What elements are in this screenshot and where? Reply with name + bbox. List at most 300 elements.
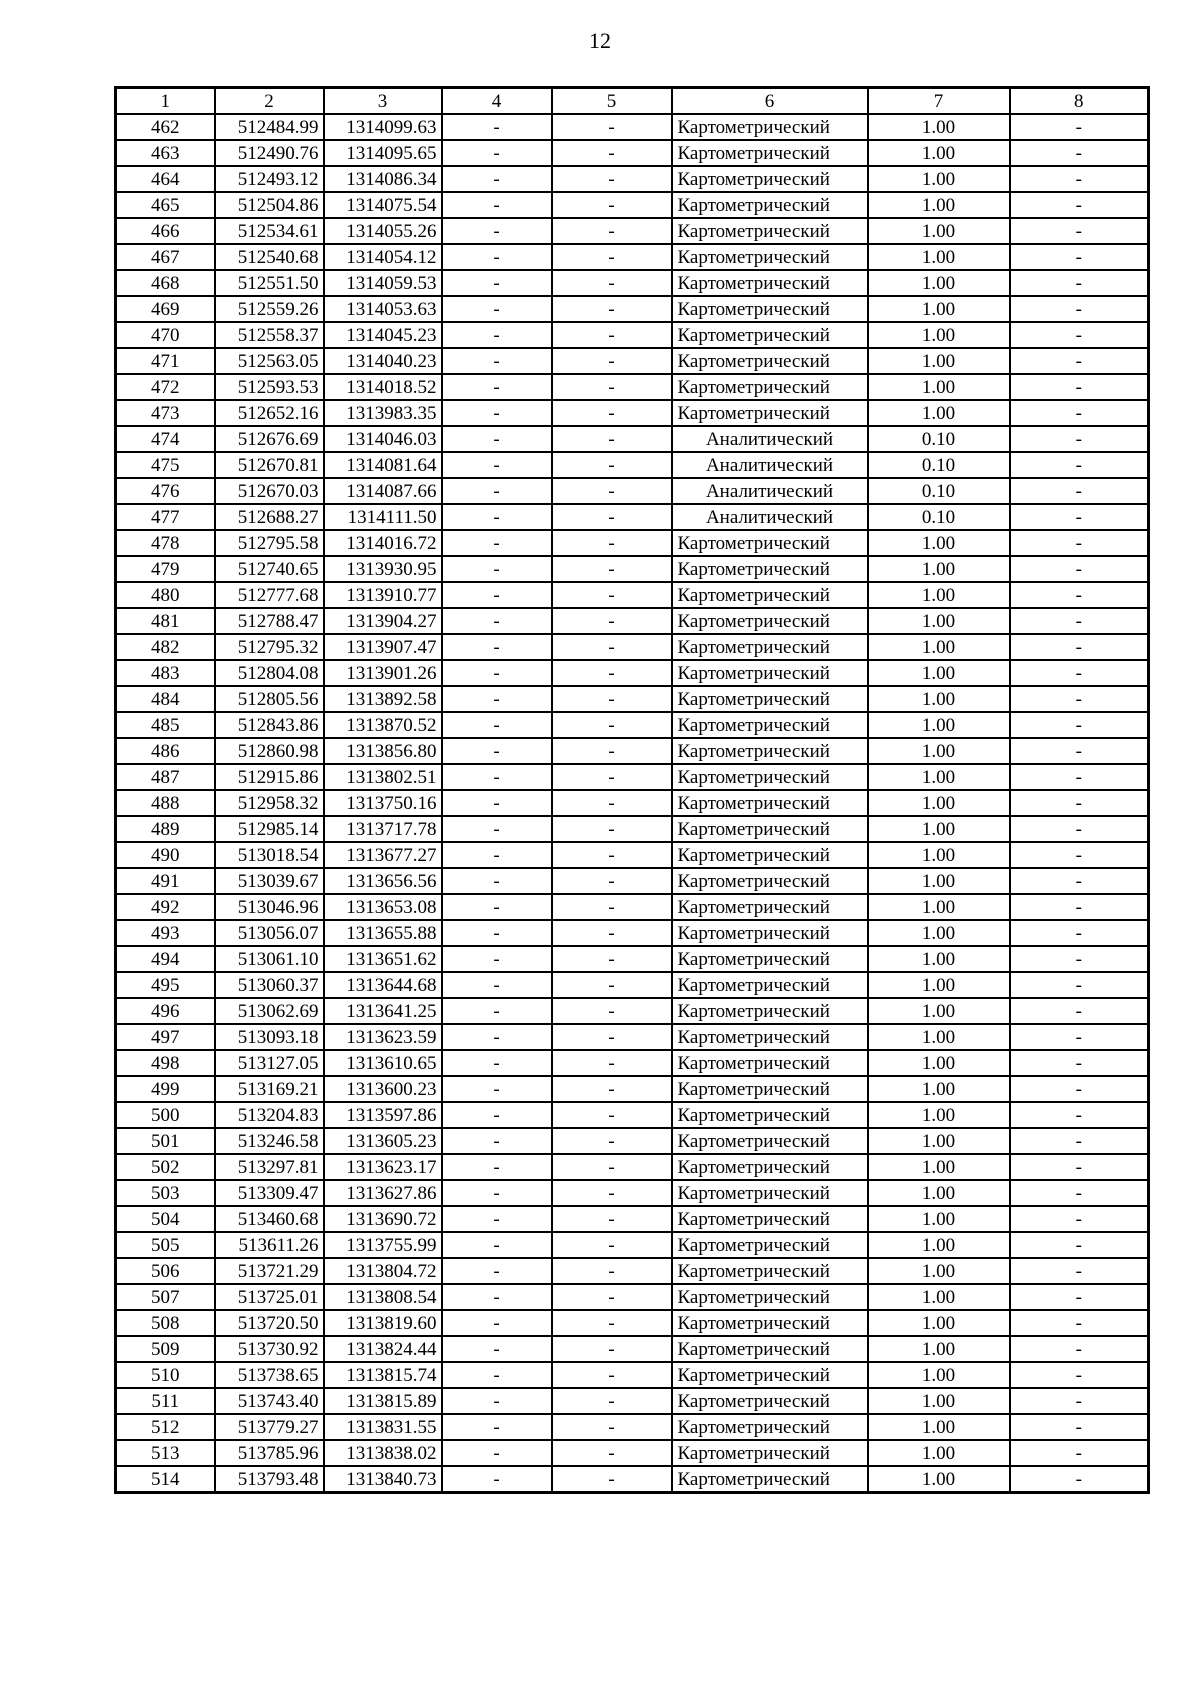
column-4-cell: -: [442, 1024, 552, 1050]
accuracy-cell: 1.00: [868, 1128, 1010, 1154]
accuracy-cell: 1.00: [868, 608, 1010, 634]
column-8-cell: -: [1010, 738, 1149, 764]
accuracy-cell: 1.00: [868, 400, 1010, 426]
method-cell: Картометрический: [672, 1310, 868, 1336]
table-row: [116, 894, 1149, 920]
point-number-cell: 462: [116, 114, 215, 140]
accuracy-cell: 1.00: [868, 1336, 1010, 1362]
method-cell: Картометрический: [672, 114, 868, 140]
point-number-cell: 485: [116, 712, 215, 738]
x-coordinate-cell: 512676.69: [215, 426, 324, 452]
column-header-2: 2: [215, 88, 324, 115]
y-coordinate-cell: 1314046.03: [324, 426, 442, 452]
column-4-cell: -: [442, 972, 552, 998]
column-5-cell: -: [552, 790, 672, 816]
table-row: [116, 1154, 1149, 1180]
point-number-cell: 474: [116, 426, 215, 452]
x-coordinate-cell: 513309.47: [215, 1180, 324, 1206]
column-4-cell: -: [442, 140, 552, 166]
method-cell: Картометрический: [672, 1180, 868, 1206]
method-cell: Картометрический: [672, 816, 868, 842]
column-4-cell: -: [442, 1362, 552, 1388]
column-header-8: 8: [1010, 88, 1149, 115]
y-coordinate-cell: 1314075.54: [324, 192, 442, 218]
table-row: [116, 192, 1149, 218]
y-coordinate-cell: 1313808.54: [324, 1284, 442, 1310]
point-number-cell: 486: [116, 738, 215, 764]
column-5-cell: -: [552, 1050, 672, 1076]
column-header-7: 7: [868, 88, 1010, 115]
table-row: [116, 114, 1149, 140]
column-5-cell: -: [552, 1180, 672, 1206]
column-8-cell: -: [1010, 556, 1149, 582]
column-5-cell: -: [552, 764, 672, 790]
column-8-cell: -: [1010, 452, 1149, 478]
point-number-cell: 498: [116, 1050, 215, 1076]
column-4-cell: -: [442, 218, 552, 244]
column-4-cell: -: [442, 608, 552, 634]
method-cell: Картометрический: [672, 1284, 868, 1310]
column-5-cell: -: [552, 1284, 672, 1310]
column-5-cell: -: [552, 1440, 672, 1466]
accuracy-cell: 1.00: [868, 894, 1010, 920]
column-4-cell: -: [442, 1310, 552, 1336]
accuracy-cell: 1.00: [868, 1466, 1010, 1493]
method-cell: Картометрический: [672, 1206, 868, 1232]
table-row: [116, 1024, 1149, 1050]
accuracy-cell: 1.00: [868, 114, 1010, 140]
column-5-cell: -: [552, 1336, 672, 1362]
method-cell: Картометрический: [672, 1440, 868, 1466]
column-8-cell: -: [1010, 504, 1149, 530]
method-cell: Картометрический: [672, 1362, 868, 1388]
method-cell: Аналитический: [672, 426, 868, 452]
y-coordinate-cell: 1313641.25: [324, 998, 442, 1024]
table-row: [116, 1258, 1149, 1284]
point-number-cell: 469: [116, 296, 215, 322]
page-number: 12: [589, 28, 611, 53]
point-number-cell: 484: [116, 686, 215, 712]
y-coordinate-cell: 1314018.52: [324, 374, 442, 400]
column-header-6: 6: [672, 88, 868, 115]
y-coordinate-cell: 1313907.47: [324, 634, 442, 660]
x-coordinate-cell: 513093.18: [215, 1024, 324, 1050]
y-coordinate-cell: 1313644.68: [324, 972, 442, 998]
accuracy-cell: 1.00: [868, 660, 1010, 686]
y-coordinate-cell: 1314087.66: [324, 478, 442, 504]
method-cell: Картометрический: [672, 374, 868, 400]
y-coordinate-cell: 1313930.95: [324, 556, 442, 582]
x-coordinate-cell: 512740.65: [215, 556, 324, 582]
column-8-cell: -: [1010, 1180, 1149, 1206]
table-row: [116, 1128, 1149, 1154]
accuracy-cell: 1.00: [868, 998, 1010, 1024]
column-8-cell: -: [1010, 348, 1149, 374]
y-coordinate-cell: 1314045.23: [324, 322, 442, 348]
table-row: [116, 660, 1149, 686]
y-coordinate-cell: 1313623.17: [324, 1154, 442, 1180]
column-4-cell: -: [442, 504, 552, 530]
x-coordinate-cell: 513785.96: [215, 1440, 324, 1466]
y-coordinate-cell: 1313804.72: [324, 1258, 442, 1284]
column-5-cell: -: [552, 972, 672, 998]
column-4-cell: -: [442, 920, 552, 946]
column-4-cell: -: [442, 348, 552, 374]
column-5-cell: -: [552, 374, 672, 400]
point-number-cell: 481: [116, 608, 215, 634]
header-row: [116, 88, 1149, 115]
column-4-cell: -: [442, 270, 552, 296]
point-number-cell: 503: [116, 1180, 215, 1206]
x-coordinate-cell: 513127.05: [215, 1050, 324, 1076]
x-coordinate-cell: 512534.61: [215, 218, 324, 244]
table-row: [116, 322, 1149, 348]
column-5-cell: -: [552, 322, 672, 348]
point-number-cell: 494: [116, 946, 215, 972]
table-row: [116, 270, 1149, 296]
accuracy-cell: 1.00: [868, 1102, 1010, 1128]
column-5-cell: -: [552, 712, 672, 738]
accuracy-cell: 1.00: [868, 556, 1010, 582]
column-4-cell: -: [442, 1180, 552, 1206]
column-4-cell: -: [442, 1050, 552, 1076]
table-row: [116, 1466, 1149, 1493]
point-number-cell: 506: [116, 1258, 215, 1284]
x-coordinate-cell: 513730.92: [215, 1336, 324, 1362]
x-coordinate-cell: 513018.54: [215, 842, 324, 868]
column-5-cell: -: [552, 894, 672, 920]
column-4-cell: -: [442, 114, 552, 140]
table-row: [116, 1076, 1149, 1102]
table-row: [116, 842, 1149, 868]
accuracy-cell: 1.00: [868, 816, 1010, 842]
column-5-cell: -: [552, 998, 672, 1024]
column-5-cell: -: [552, 816, 672, 842]
column-4-cell: -: [442, 790, 552, 816]
accuracy-cell: 1.00: [868, 1414, 1010, 1440]
method-cell: Картометрический: [672, 322, 868, 348]
column-4-cell: -: [442, 1128, 552, 1154]
accuracy-cell: 1.00: [868, 322, 1010, 348]
table-row: [116, 998, 1149, 1024]
x-coordinate-cell: 512804.08: [215, 660, 324, 686]
y-coordinate-cell: 1313819.60: [324, 1310, 442, 1336]
method-cell: Картометрический: [672, 1102, 868, 1128]
point-number-cell: 505: [116, 1232, 215, 1258]
column-8-cell: -: [1010, 1440, 1149, 1466]
point-number-cell: 466: [116, 218, 215, 244]
table-row: [116, 634, 1149, 660]
accuracy-cell: 1.00: [868, 270, 1010, 296]
point-number-cell: 483: [116, 660, 215, 686]
point-number-cell: 473: [116, 400, 215, 426]
column-5-cell: -: [552, 868, 672, 894]
column-5-cell: -: [552, 842, 672, 868]
column-5-cell: -: [552, 1102, 672, 1128]
point-number-cell: 492: [116, 894, 215, 920]
y-coordinate-cell: 1313831.55: [324, 1414, 442, 1440]
method-cell: Картометрический: [672, 842, 868, 868]
x-coordinate-cell: 513779.27: [215, 1414, 324, 1440]
point-number-cell: 491: [116, 868, 215, 894]
column-5-cell: -: [552, 686, 672, 712]
accuracy-cell: 1.00: [868, 140, 1010, 166]
method-cell: Картометрический: [672, 556, 868, 582]
column-8-cell: -: [1010, 296, 1149, 322]
x-coordinate-cell: 513738.65: [215, 1362, 324, 1388]
x-coordinate-cell: 512915.86: [215, 764, 324, 790]
y-coordinate-cell: 1313750.16: [324, 790, 442, 816]
column-4-cell: -: [442, 1466, 552, 1493]
column-4-cell: -: [442, 1102, 552, 1128]
point-number-cell: 476: [116, 478, 215, 504]
column-4-cell: -: [442, 894, 552, 920]
column-5-cell: -: [552, 660, 672, 686]
method-cell: Картометрический: [672, 1258, 868, 1284]
y-coordinate-cell: 1313910.77: [324, 582, 442, 608]
point-number-cell: 502: [116, 1154, 215, 1180]
column-4-cell: -: [442, 426, 552, 452]
method-cell: Картометрический: [672, 686, 868, 712]
x-coordinate-cell: 512504.86: [215, 192, 324, 218]
column-5-cell: -: [552, 504, 672, 530]
accuracy-cell: 1.00: [868, 634, 1010, 660]
accuracy-cell: 1.00: [868, 582, 1010, 608]
y-coordinate-cell: 1313717.78: [324, 816, 442, 842]
point-number-cell: 478: [116, 530, 215, 556]
accuracy-cell: 1.00: [868, 1258, 1010, 1284]
column-8-cell: -: [1010, 790, 1149, 816]
x-coordinate-cell: 512490.76: [215, 140, 324, 166]
point-number-cell: 465: [116, 192, 215, 218]
accuracy-cell: 1.00: [868, 920, 1010, 946]
x-coordinate-cell: 513039.67: [215, 868, 324, 894]
accuracy-cell: 1.00: [868, 374, 1010, 400]
table-row: [116, 1440, 1149, 1466]
accuracy-cell: 1.00: [868, 530, 1010, 556]
y-coordinate-cell: 1314055.26: [324, 218, 442, 244]
column-4-cell: -: [442, 1388, 552, 1414]
table-row: [116, 608, 1149, 634]
column-5-cell: -: [552, 244, 672, 270]
y-coordinate-cell: 1313856.80: [324, 738, 442, 764]
table-row: [116, 140, 1149, 166]
x-coordinate-cell: 512985.14: [215, 816, 324, 842]
column-4-cell: -: [442, 556, 552, 582]
column-4-cell: -: [442, 374, 552, 400]
column-4-cell: -: [442, 582, 552, 608]
table-row: [116, 296, 1149, 322]
x-coordinate-cell: 513460.68: [215, 1206, 324, 1232]
column-5-cell: -: [552, 452, 672, 478]
method-cell: Картометрический: [672, 348, 868, 374]
x-coordinate-cell: 512688.27: [215, 504, 324, 530]
column-4-cell: -: [442, 400, 552, 426]
accuracy-cell: 1.00: [868, 972, 1010, 998]
column-8-cell: -: [1010, 1388, 1149, 1414]
point-number-cell: 489: [116, 816, 215, 842]
x-coordinate-cell: 513611.26: [215, 1232, 324, 1258]
method-cell: Картометрический: [672, 790, 868, 816]
column-8-cell: -: [1010, 1076, 1149, 1102]
y-coordinate-cell: 1313870.52: [324, 712, 442, 738]
column-8-cell: -: [1010, 1128, 1149, 1154]
accuracy-cell: 0.10: [868, 452, 1010, 478]
method-cell: Картометрический: [672, 1466, 868, 1493]
accuracy-cell: 1.00: [868, 192, 1010, 218]
column-header-4: 4: [442, 88, 552, 115]
column-5-cell: -: [552, 530, 672, 556]
table-row: [116, 816, 1149, 842]
accuracy-cell: 1.00: [868, 712, 1010, 738]
accuracy-cell: 1.00: [868, 686, 1010, 712]
method-cell: Картометрический: [672, 400, 868, 426]
column-4-cell: -: [442, 1076, 552, 1102]
y-coordinate-cell: 1314054.12: [324, 244, 442, 270]
x-coordinate-cell: 513046.96: [215, 894, 324, 920]
method-cell: Картометрический: [672, 192, 868, 218]
column-5-cell: -: [552, 1154, 672, 1180]
column-8-cell: -: [1010, 894, 1149, 920]
x-coordinate-cell: 512670.81: [215, 452, 324, 478]
column-5-cell: -: [552, 608, 672, 634]
table-row: [116, 764, 1149, 790]
table-row: [116, 972, 1149, 998]
y-coordinate-cell: 1314040.23: [324, 348, 442, 374]
column-5-cell: -: [552, 1466, 672, 1493]
point-number-cell: 510: [116, 1362, 215, 1388]
column-8-cell: -: [1010, 1466, 1149, 1493]
column-8-cell: -: [1010, 660, 1149, 686]
column-5-cell: -: [552, 478, 672, 504]
y-coordinate-cell: 1313904.27: [324, 608, 442, 634]
accuracy-cell: 1.00: [868, 1180, 1010, 1206]
column-5-cell: -: [552, 556, 672, 582]
column-8-cell: -: [1010, 1258, 1149, 1284]
y-coordinate-cell: 1313824.44: [324, 1336, 442, 1362]
method-cell: Картометрический: [672, 270, 868, 296]
accuracy-cell: 1.00: [868, 1440, 1010, 1466]
x-coordinate-cell: 513060.37: [215, 972, 324, 998]
method-cell: Картометрический: [672, 244, 868, 270]
column-5-cell: -: [552, 296, 672, 322]
y-coordinate-cell: 1314053.63: [324, 296, 442, 322]
column-8-cell: -: [1010, 374, 1149, 400]
column-5-cell: -: [552, 140, 672, 166]
x-coordinate-cell: 513721.29: [215, 1258, 324, 1284]
y-coordinate-cell: 1313901.26: [324, 660, 442, 686]
x-coordinate-cell: 513204.83: [215, 1102, 324, 1128]
y-coordinate-cell: 1313815.74: [324, 1362, 442, 1388]
x-coordinate-cell: 512805.56: [215, 686, 324, 712]
column-4-cell: -: [442, 842, 552, 868]
column-4-cell: -: [442, 946, 552, 972]
column-4-cell: -: [442, 530, 552, 556]
column-8-cell: -: [1010, 1154, 1149, 1180]
column-5-cell: -: [552, 192, 672, 218]
column-4-cell: -: [442, 868, 552, 894]
y-coordinate-cell: 1313815.89: [324, 1388, 442, 1414]
table-row: [116, 1388, 1149, 1414]
column-8-cell: -: [1010, 1284, 1149, 1310]
point-number-cell: 472: [116, 374, 215, 400]
accuracy-cell: 1.00: [868, 1284, 1010, 1310]
point-number-cell: 508: [116, 1310, 215, 1336]
method-cell: Картометрический: [672, 582, 868, 608]
column-5-cell: -: [552, 1076, 672, 1102]
x-coordinate-cell: 512593.53: [215, 374, 324, 400]
table-row: [116, 946, 1149, 972]
point-number-cell: 487: [116, 764, 215, 790]
point-number-cell: 499: [116, 1076, 215, 1102]
method-cell: Картометрический: [672, 894, 868, 920]
column-8-cell: -: [1010, 1336, 1149, 1362]
x-coordinate-cell: 512558.37: [215, 322, 324, 348]
y-coordinate-cell: 1313892.58: [324, 686, 442, 712]
y-coordinate-cell: 1313755.99: [324, 1232, 442, 1258]
method-cell: Картометрический: [672, 1336, 868, 1362]
column-4-cell: -: [442, 764, 552, 790]
column-4-cell: -: [442, 1284, 552, 1310]
column-5-cell: -: [552, 114, 672, 140]
y-coordinate-cell: 1313656.56: [324, 868, 442, 894]
method-cell: Картометрический: [672, 530, 868, 556]
table-row: [116, 790, 1149, 816]
column-8-cell: -: [1010, 686, 1149, 712]
column-5-cell: -: [552, 400, 672, 426]
point-number-cell: 488: [116, 790, 215, 816]
column-8-cell: -: [1010, 1102, 1149, 1128]
table-row: [116, 374, 1149, 400]
column-5-cell: -: [552, 946, 672, 972]
x-coordinate-cell: 512843.86: [215, 712, 324, 738]
column-8-cell: -: [1010, 764, 1149, 790]
point-number-cell: 496: [116, 998, 215, 1024]
accuracy-cell: 1.00: [868, 1076, 1010, 1102]
column-8-cell: -: [1010, 140, 1149, 166]
table-row: [116, 868, 1149, 894]
y-coordinate-cell: 1314081.64: [324, 452, 442, 478]
table-row: [116, 426, 1149, 452]
column-8-cell: -: [1010, 478, 1149, 504]
x-coordinate-cell: 512559.26: [215, 296, 324, 322]
column-4-cell: -: [442, 192, 552, 218]
x-coordinate-cell: 512788.47: [215, 608, 324, 634]
point-number-cell: 464: [116, 166, 215, 192]
column-8-cell: -: [1010, 1024, 1149, 1050]
column-4-cell: -: [442, 686, 552, 712]
column-5-cell: -: [552, 1362, 672, 1388]
table-row: [116, 1336, 1149, 1362]
column-4-cell: -: [442, 712, 552, 738]
table-row: [116, 1180, 1149, 1206]
y-coordinate-cell: 1313627.86: [324, 1180, 442, 1206]
x-coordinate-cell: 512493.12: [215, 166, 324, 192]
point-number-cell: 514: [116, 1466, 215, 1493]
x-coordinate-cell: 512563.05: [215, 348, 324, 374]
accuracy-cell: 1.00: [868, 790, 1010, 816]
column-8-cell: -: [1010, 322, 1149, 348]
method-cell: Картометрический: [672, 946, 868, 972]
method-cell: Аналитический: [672, 504, 868, 530]
point-number-cell: 493: [116, 920, 215, 946]
method-cell: Картометрический: [672, 1414, 868, 1440]
y-coordinate-cell: 1313653.08: [324, 894, 442, 920]
column-5-cell: -: [552, 582, 672, 608]
point-number-cell: 477: [116, 504, 215, 530]
point-number-cell: 507: [116, 1284, 215, 1310]
column-5-cell: -: [552, 218, 672, 244]
